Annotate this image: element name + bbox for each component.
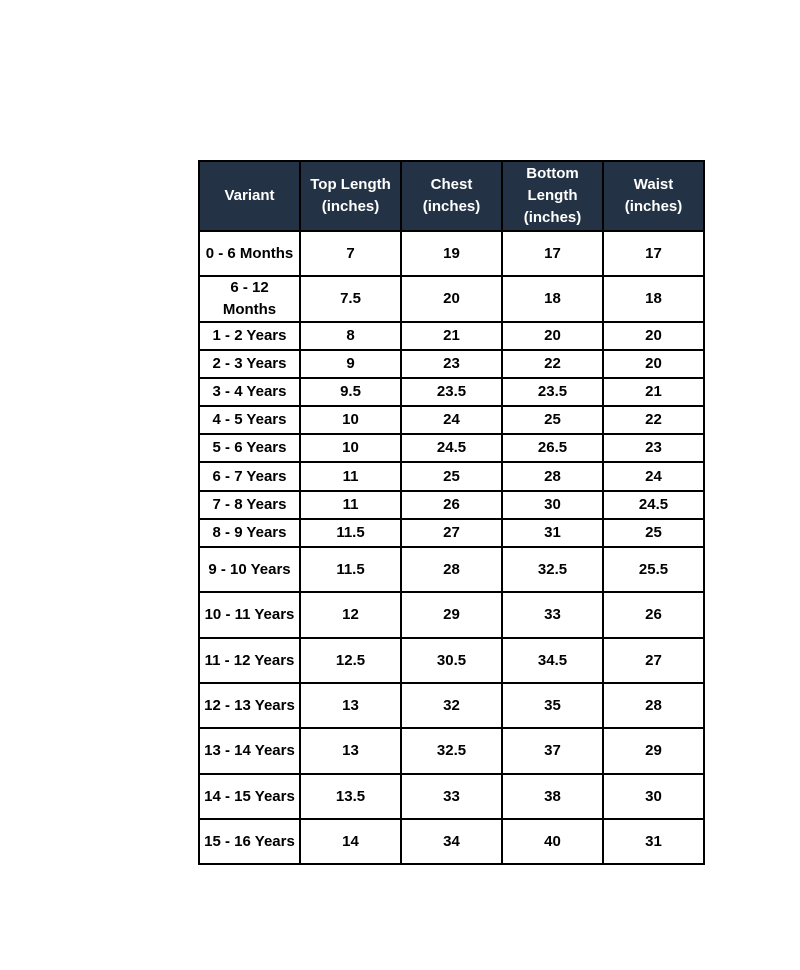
cell-top-length: 12.5 — [300, 638, 401, 683]
table-header — [199, 161, 704, 231]
cell-waist: 29 — [603, 728, 704, 774]
table-row — [199, 462, 704, 491]
header-chest-line: Chest — [430, 176, 473, 193]
table-row — [199, 774, 704, 819]
cell-variant: 3 - 4 Years — [199, 378, 300, 406]
cell-top-length: 13 — [300, 728, 401, 774]
cell-variant: 10 - 11 Years — [199, 592, 300, 638]
cell-variant: 2 - 3 Years — [199, 350, 300, 378]
cell-bottom-length: 25 — [502, 406, 603, 434]
cell-variant: 14 - 15 Years — [199, 774, 300, 819]
cell-chest: 28 — [401, 547, 502, 592]
header-variant-line: Variant — [224, 187, 275, 204]
cell-waist: 21 — [603, 378, 704, 406]
header-waist-line: (inches) — [624, 198, 683, 215]
cell-chest: 21 — [401, 322, 502, 350]
cell-top-length: 10 — [300, 406, 401, 434]
header-chest-line: (inches) — [422, 198, 481, 215]
cell-variant: 11 - 12 Years — [199, 638, 300, 683]
cell-chest: 26 — [401, 491, 502, 519]
cell-top-length: 14 — [300, 819, 401, 864]
cell-chest: 24.5 — [401, 434, 502, 462]
cell-top-length: 8 — [300, 322, 401, 350]
cell-waist: 24.5 — [603, 491, 704, 519]
cell-chest: 23 — [401, 350, 502, 378]
cell-waist: 20 — [603, 350, 704, 378]
cell-variant: 7 - 8 Years — [199, 491, 300, 519]
cell-bottom-length: 33 — [502, 592, 603, 638]
cell-bottom-length: 17 — [502, 231, 603, 276]
cell-top-length: 9 — [300, 350, 401, 378]
cell-waist: 25 — [603, 519, 704, 547]
table-row — [199, 519, 704, 547]
cell-chest: 23.5 — [401, 378, 502, 406]
cell-bottom-length: 31 — [502, 519, 603, 547]
cell-variant: 12 - 13 Years — [199, 683, 300, 728]
cell-bottom-length: 20 — [502, 322, 603, 350]
cell-waist: 17 — [603, 231, 704, 276]
table-row — [199, 819, 704, 864]
table-row — [199, 406, 704, 434]
header-bottom-length-line: (inches) — [523, 209, 582, 226]
cell-variant: 15 - 16 Years — [199, 819, 300, 864]
cell-top-length: 11 — [300, 491, 401, 519]
cell-chest: 33 — [401, 774, 502, 819]
cell-bottom-length: 37 — [502, 728, 603, 774]
cell-waist: 30 — [603, 774, 704, 819]
cell-top-length: 11 — [300, 462, 401, 491]
cell-waist: 26 — [603, 592, 704, 638]
cell-bottom-length: 32.5 — [502, 547, 603, 592]
cell-variant: 1 - 2 Years — [199, 322, 300, 350]
header-bottom-length — [502, 161, 603, 231]
cell-chest: 32 — [401, 683, 502, 728]
size-chart-table — [198, 160, 705, 865]
cell-bottom-length: 30 — [502, 491, 603, 519]
header-top-length — [300, 161, 401, 231]
cell-bottom-length: 22 — [502, 350, 603, 378]
cell-bottom-length: 28 — [502, 462, 603, 491]
table-row — [199, 322, 704, 350]
cell-chest: 34 — [401, 819, 502, 864]
header-bottom-length-line: Length — [527, 187, 578, 204]
header-row — [199, 161, 704, 231]
cell-top-length: 13.5 — [300, 774, 401, 819]
table-row — [199, 638, 704, 683]
cell-chest: 29 — [401, 592, 502, 638]
table-row — [199, 350, 704, 378]
cell-variant: 0 - 6 Months — [199, 231, 300, 276]
header-top-length-line: (inches) — [321, 198, 380, 215]
header-top-length-line: Top Length — [310, 176, 391, 193]
table-row — [199, 491, 704, 519]
cell-top-length: 11.5 — [300, 547, 401, 592]
cell-waist: 20 — [603, 322, 704, 350]
cell-variant: 13 - 14 Years — [199, 728, 300, 774]
cell-top-length: 13 — [300, 683, 401, 728]
cell-waist: 23 — [603, 434, 704, 462]
header-waist — [603, 161, 704, 231]
cell-bottom-length: 35 — [502, 683, 603, 728]
cell-bottom-length: 34.5 — [502, 638, 603, 683]
cell-top-length: 9.5 — [300, 378, 401, 406]
cell-variant: 4 - 5 Years — [199, 406, 300, 434]
cell-top-length: 7.5 — [300, 276, 401, 322]
cell-top-length: 7 — [300, 231, 401, 276]
cell-bottom-length: 23.5 — [502, 378, 603, 406]
header-chest — [401, 161, 502, 231]
table-row — [199, 231, 704, 276]
cell-waist: 25.5 — [603, 547, 704, 592]
cell-waist: 28 — [603, 683, 704, 728]
table-row — [199, 592, 704, 638]
cell-chest: 30.5 — [401, 638, 502, 683]
table-row — [199, 547, 704, 592]
cell-waist: 31 — [603, 819, 704, 864]
table-row — [199, 683, 704, 728]
cell-waist: 24 — [603, 462, 704, 491]
cell-chest: 24 — [401, 406, 502, 434]
cell-bottom-length: 40 — [502, 819, 603, 864]
cell-top-length: 11.5 — [300, 519, 401, 547]
cell-chest: 25 — [401, 462, 502, 491]
cell-chest: 32.5 — [401, 728, 502, 774]
cell-chest: 27 — [401, 519, 502, 547]
table-row — [199, 276, 704, 322]
cell-variant: 6 - 7 Years — [199, 462, 300, 491]
table-body — [199, 231, 704, 864]
cell-variant: 9 - 10 Years — [199, 547, 300, 592]
cell-chest: 19 — [401, 231, 502, 276]
cell-waist: 27 — [603, 638, 704, 683]
cell-chest: 20 — [401, 276, 502, 322]
cell-waist: 22 — [603, 406, 704, 434]
cell-waist: 18 — [603, 276, 704, 322]
cell-top-length: 10 — [300, 434, 401, 462]
cell-top-length: 12 — [300, 592, 401, 638]
header-bottom-length-line: Bottom — [526, 165, 579, 182]
cell-bottom-length: 26.5 — [502, 434, 603, 462]
header-variant — [199, 161, 300, 231]
cell-variant: 6 - 12 Months — [199, 276, 300, 322]
header-waist-line: Waist — [633, 176, 674, 193]
cell-bottom-length: 18 — [502, 276, 603, 322]
table-row — [199, 728, 704, 774]
cell-variant: 8 - 9 Years — [199, 519, 300, 547]
table-row — [199, 378, 704, 406]
cell-bottom-length: 38 — [502, 774, 603, 819]
cell-variant: 5 - 6 Years — [199, 434, 300, 462]
table-row — [199, 434, 704, 462]
